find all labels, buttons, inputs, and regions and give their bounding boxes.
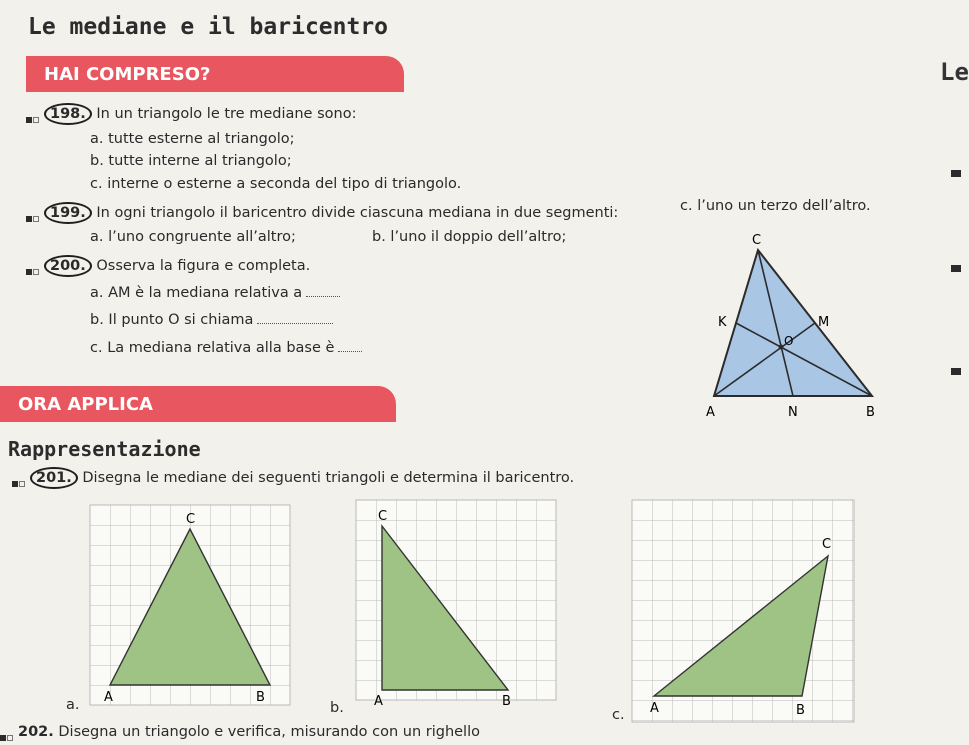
item-200-a: a. AM è la mediana relativa a [90, 285, 340, 301]
grid-label-c: c. [612, 707, 625, 723]
exercise-201 [12, 470, 574, 486]
exercise-question: Disegna le mediane dei seguenti triangoli e determina il baricentro. [82, 470, 575, 486]
vertex-b: B [502, 694, 511, 709]
exercise-199 [26, 205, 618, 221]
answer-blank[interactable] [306, 296, 340, 297]
page-title: Le mediane e il baricentro [28, 14, 389, 40]
subsection-title: Rappresentazione [8, 437, 201, 461]
answer-blank[interactable] [257, 323, 333, 324]
label-m: M [818, 315, 830, 330]
level-marker-icon [951, 170, 961, 177]
section-banner-hai-compreso: HAI COMPRESO? [26, 56, 404, 92]
level-marker-icon [951, 265, 961, 272]
difficulty-icon [26, 263, 40, 270]
label-o: O [784, 334, 794, 348]
exercise-number: 201. [30, 467, 78, 489]
grid-a[interactable] [90, 505, 300, 705]
grid-label-b: b. [330, 700, 344, 716]
vertex-c: C [378, 509, 388, 524]
vertex-c: C [186, 512, 196, 527]
option-198-a: a. tutte esterne al triangolo; [90, 131, 295, 147]
item-200-b: b. Il punto O si chiama [90, 312, 333, 328]
vertex-a: A [104, 690, 113, 705]
option-198-b: b. tutte interne al triangolo; [90, 153, 292, 169]
vertex-c: C [822, 537, 832, 552]
section-banner-ora-applica: ORA APPLICA [0, 386, 396, 422]
label-a: A [706, 405, 715, 420]
exercise-number: 198. [44, 103, 92, 125]
exercise-question: Osserva la figura e completa. [96, 258, 311, 274]
exercise-202 [0, 724, 480, 740]
option-199-c: c. l’uno un terzo dell’altro. [680, 198, 871, 214]
difficulty-icon [12, 475, 26, 482]
vertex-b: B [256, 690, 265, 705]
next-page-heading-fragment: Le [940, 58, 969, 86]
exercise-198 [26, 106, 356, 122]
label-b: B [866, 405, 875, 420]
exercise-text: Disegna un triangolo e verifica, misurando con un righello [58, 724, 480, 740]
option-198-c: c. interne o esterne a seconda del tipo di triangolo. [90, 176, 462, 192]
level-marker-icon [951, 368, 961, 375]
grid-label-a: a. [66, 697, 80, 713]
exercise-number: 200. [44, 255, 92, 277]
triangle-abc [714, 250, 872, 396]
grid-b[interactable] [356, 500, 566, 710]
median-figure-200 [700, 228, 890, 428]
difficulty-icon [26, 111, 40, 118]
label-n: N [788, 405, 798, 420]
difficulty-icon [0, 729, 14, 736]
grid-c[interactable] [632, 500, 862, 728]
option-199-a: a. l’uno congruente all’altro; [90, 229, 296, 245]
exercise-number: 202. [18, 724, 54, 740]
label-c: C [752, 233, 762, 248]
option-199-b: b. l’uno il doppio dell’altro; [372, 229, 567, 245]
vertex-a: A [650, 701, 659, 716]
exercise-question: In un triangolo le tre mediane sono: [96, 106, 357, 122]
vertex-b: B [796, 703, 805, 718]
answer-blank[interactable] [338, 351, 362, 352]
vertex-a: A [374, 694, 383, 709]
difficulty-icon [26, 210, 40, 217]
exercise-200 [26, 258, 310, 274]
point-o [779, 345, 784, 350]
label-k: K [718, 315, 727, 330]
exercise-number: 199. [44, 202, 92, 224]
exercise-question: In ogni triangolo il baricentro divide ciascuna mediana in due segmenti: [96, 205, 619, 221]
item-200-c: c. La mediana relativa alla base è [90, 340, 362, 356]
